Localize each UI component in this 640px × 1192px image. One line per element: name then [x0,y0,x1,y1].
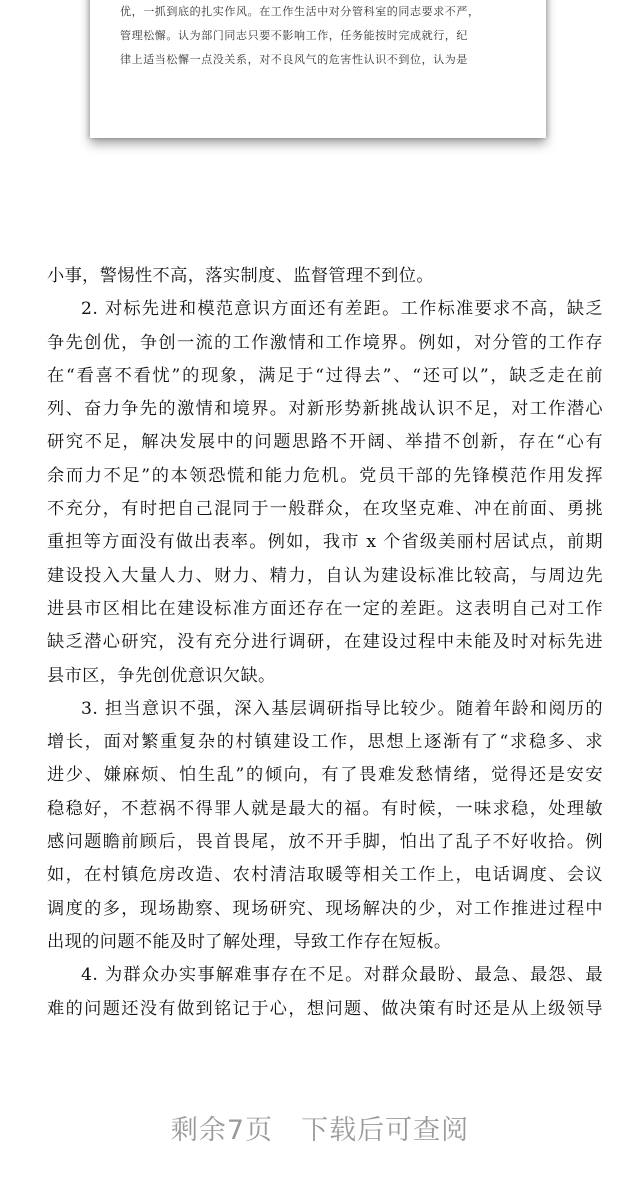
paragraph-line: 增长，面对繁重复杂的村镇建设工作，思想上逐渐有了“求稳多、求 [47,732,603,753]
paragraph-line: 感问题瞻前顾后，畏首畏尾，放不开手脚，怕出了乱子不好收拾。例 [47,832,603,853]
preview-line: 律上适当松懈一点没关系，对不良风气的危害性认识不到位，认为是 [120,53,468,66]
paragraph-line: 出现的问题不能及时了解处理，导致工作存在短板。 [47,931,452,952]
paragraph-line: 进少、嫌麻烦、怕生乱”的倾向，有了畏难发愁情绪，觉得还是安安 [47,765,603,786]
paragraph-line: 县市区，争先创优意识欠缺。 [47,665,276,686]
preview-line: 管理松懈。认为部门同志只要不影响工作，任务能按时完成就行，纪 [120,29,468,42]
remaining-pages-label: 剩余7页 [170,1115,274,1146]
paragraph-line: 稳稳好，不惹祸不得罪人就是最大的福。有时候，一味求稳，处理敏 [47,798,603,819]
paragraph-line: 重担等方面没有做出表率。例如，我市 x 个省级美丽村居试点，前期 [47,532,603,553]
previous-page-preview [90,0,546,138]
paragraph-line: 如，在村镇危房改造、农村清洁取暖等相关工作上，电话调度、会议 [47,865,603,886]
paragraph-line: 小事，警惕性不高，落实制度、监督管理不到位。 [47,266,434,286]
paragraph-line: 3. 担当意识不强，深入基层调研指导比较少。随着年龄和阅历的 [81,698,603,719]
paragraph-line: 争先创优，争创一流的工作激情和工作境界。例如，对分管的工作存 [47,332,603,353]
paragraph-line: 难的问题还没有做到铭记于心，想问题、做决策有时还是从上级领导 [47,998,603,1019]
paragraph-line: 4. 为群众办实事解难事存在不足。对群众最盼、最急、最怨、最 [81,965,603,986]
paragraph-line: 调度的多，现场勘察、现场研究、现场解决的少，对工作推进过程中 [47,898,603,919]
paragraph-line: 列、奋力争先的激情和境界。对新形势新挑战认识不足，对工作潜心 [47,399,603,420]
paragraph-line: 缺乏潜心研究，没有充分进行调研，在建设过程中未能及时对标先进 [47,632,603,653]
paragraph-line: 余而力不足”的本领恐慌和能力危机。党员干部的先锋模范作用发挥 [47,465,603,486]
document-body [47,260,603,1026]
download-to-view-label: 下载后可查阅 [301,1115,470,1146]
paragraph-line: 2. 对标先进和模范意识方面还有差距。工作标准要求不高，缺乏 [81,299,603,320]
paragraph-line: 研究不足，解决发展中的问题思路不开阔、举措不创新，存在“心有 [47,432,603,453]
remaining-pages-notice[interactable] [0,1108,640,1147]
paragraph-line: 进县市区相比在建设标准方面还存在一定的差距。这表明自己对工作 [47,598,603,619]
paragraph-line: 建设投入大量人力、财力、精力，自认为建设标准比较高，与周边先 [47,565,603,586]
paragraph-line: 不充分，有时把自己混同于一般群众，在攻坚克难、冲在前面、勇挑 [47,499,603,520]
preview-text [120,0,518,72]
preview-line: 优，一抓到底的扎实作风。在工作生活中对分管科室的同志要求不严， [120,5,480,18]
paragraph-line: 在“看喜不看忧”的现象，满足于“过得去”、“还可以”，缺乏走在前 [47,365,603,386]
